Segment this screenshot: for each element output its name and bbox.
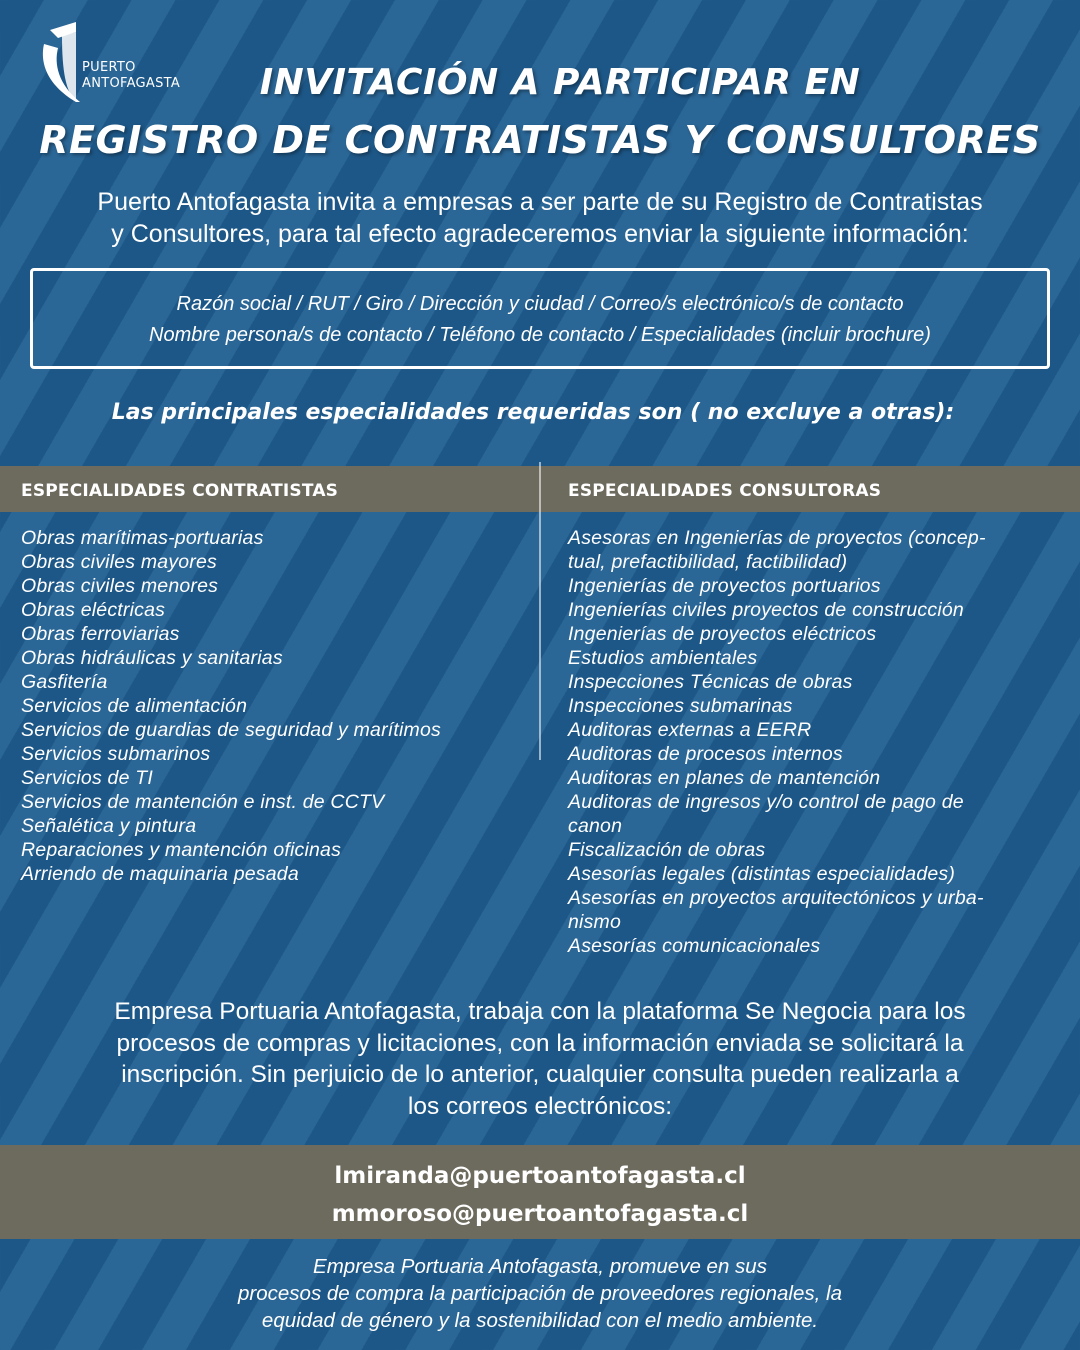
email-link-1[interactable]: lmiranda@puertoantofagasta.cl	[334, 1163, 746, 1189]
list-item: Asesorías legales (distintas especialidades)	[568, 863, 956, 885]
list-item: Servicios de TI	[21, 767, 153, 789]
list-item: Auditoras en planes de mantención	[568, 767, 881, 789]
list-item: Señalética y pintura	[21, 815, 197, 837]
column-divider	[539, 462, 541, 760]
intro-line2: y Consultores, para tal efecto agradeceremos enviar la siguiente información:	[111, 220, 969, 248]
list-item: Servicios de mantención e inst. de CCTV	[21, 791, 385, 813]
list-item: Servicios de alimentación	[21, 695, 248, 717]
footer-line1: Empresa Portuaria Antofagasta, promueve en sus	[313, 1255, 767, 1278]
consultoras-list	[568, 526, 1063, 958]
list-item: Ingenierías civiles proyectos de construcción	[568, 599, 964, 621]
platform-info-line4: los correos electrónicos:	[407, 1092, 673, 1120]
list-item: Fiscalización de obras	[568, 839, 766, 861]
list-item: Obras civiles mayores	[21, 551, 218, 573]
page-title-line2: REGISTRO DE CONTRATISTAS Y CONSULTORES	[39, 118, 1041, 162]
list-item: Estudios ambientales	[568, 647, 758, 669]
platform-info-line1: Empresa Portuaria Antofagasta, trabaja con la plataforma Se Negocia para los	[114, 998, 966, 1025]
email-link-2[interactable]: mmoroso@puertoantofagasta.cl	[331, 1201, 749, 1227]
footer-line3: equidad de género y la sostenibilidad con el medio ambiente.	[261, 1309, 819, 1332]
list-item: Inspecciones submarinas	[568, 695, 793, 717]
platform-info-line2: procesos de compras y licitaciones, con la información enviada se solicitará la	[116, 1029, 964, 1057]
specialties-subheading: Las principales especialidades requeridas son ( no excluye a otras):	[111, 400, 955, 425]
list-item: Ingenierías de proyectos portuarios	[568, 575, 881, 597]
list-item: Obras marítimas-portuarias	[21, 527, 264, 549]
list-item: Reparaciones y mantención oficinas	[21, 839, 342, 861]
list-item: Asesorías en proyectos arquitectónicos y urba-	[568, 887, 984, 909]
platform-info-line3: inscripción. Sin perjuicio de lo anterior, cualquier consulta pueden realizarla a	[121, 1061, 959, 1088]
logo-text-line1: PUERTO	[82, 60, 136, 75]
contratistas-list	[21, 526, 531, 886]
list-item: canon	[568, 815, 623, 837]
footer-line2: procesos de compra la participación de proveedores regionales, la	[238, 1282, 842, 1305]
list-item: Arriendo de maquinaria pesada	[21, 863, 299, 885]
list-item: Obras ferroviarias	[21, 623, 180, 645]
platform-info	[30, 996, 1050, 1122]
list-item: Obras eléctricas	[21, 599, 166, 621]
list-item: Obras civiles menores	[21, 575, 219, 597]
list-item: Auditoras de ingresos y/o control de pago de	[568, 791, 964, 813]
list-item: Ingenierías de proyectos eléctricos	[568, 623, 877, 645]
page-title-line1: INVITACIÓN A PARTICIPAR EN	[259, 62, 861, 103]
list-item: Asesorías comunicacionales	[568, 935, 821, 957]
list-item: Inspecciones Técnicas de obras	[568, 671, 853, 693]
list-item: Auditoras externas a EERR	[568, 719, 812, 741]
requirements-box	[30, 268, 1050, 369]
list-item: Asesoras en Ingenierías de proyectos (concep-	[568, 527, 986, 549]
list-item: Servicios submarinos	[21, 743, 211, 765]
requirements-line1: Razón social / RUT / Giro / Dirección y ciudad / Correo/s electrónico/s de contacto	[176, 293, 904, 315]
requirements-line2: Nombre persona/s de contacto / Teléfono de contacto / Especialidades (incluir brochure)	[149, 324, 931, 346]
list-item: Auditoras de procesos internos	[568, 743, 843, 765]
list-item: Obras hidráulicas y sanitarias	[21, 647, 283, 669]
list-item: nismo	[568, 911, 622, 933]
intro-text	[0, 186, 1080, 250]
list-item: Gasfitería	[21, 671, 108, 693]
consultoras-heading: ESPECIALIDADES CONSULTORAS	[568, 481, 882, 501]
intro-line1: Puerto Antofagasta invita a empresas a ser parte de su Registro de Contratistas	[97, 188, 983, 216]
logo-text-line2: ANTOFAGASTA	[82, 76, 181, 91]
contratistas-heading: ESPECIALIDADES CONTRATISTAS	[21, 481, 339, 501]
list-item: tual, prefactibilidad, factibilidad)	[568, 551, 848, 573]
footer-note	[0, 1253, 1080, 1334]
list-item: Servicios de guardias de seguridad y marítimos	[21, 719, 441, 741]
